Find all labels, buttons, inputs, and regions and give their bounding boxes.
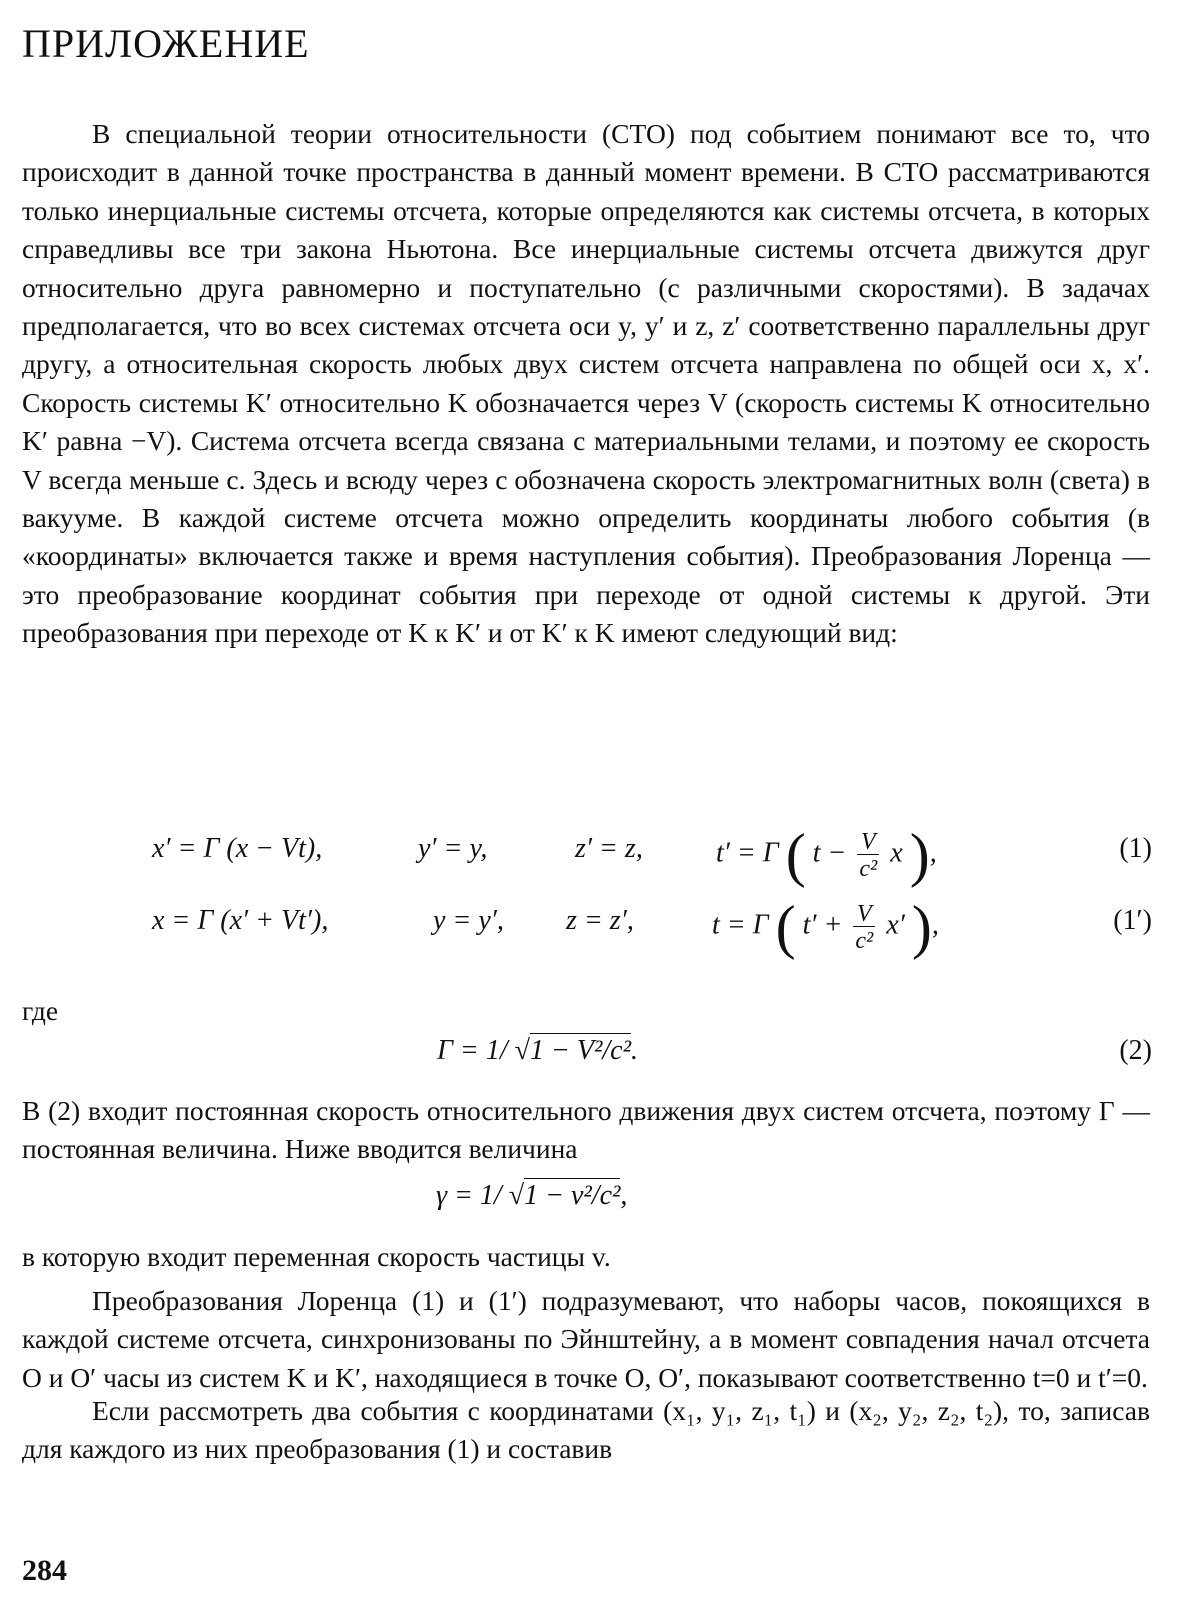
eq3-number: (2) bbox=[1119, 1035, 1152, 1066]
eq1-t-term bbox=[716, 822, 937, 888]
eq2-close-paren: ) bbox=[911, 894, 932, 960]
eq1-trail: , bbox=[929, 837, 937, 869]
eq2-trail: , bbox=[931, 909, 939, 941]
eq2-y-term: y = y′, bbox=[433, 905, 504, 936]
eq1-y-term: y′ = y, bbox=[418, 833, 488, 864]
eq1-t-inner: t − bbox=[812, 837, 847, 869]
eq1-z-term: z′ = z, bbox=[575, 833, 643, 864]
eq2-t-inner: t′ + bbox=[802, 909, 843, 941]
paragraph-synchronization: Преобразования Лоренца (1) и (1′) подразумевают, что наборы часов, покоящихся в каждой системе отсчета, синхронизованы по Эйнштейну, а в момент совпадения начал отсчета O и O′ часы из систем K и K′, находящиеся в точке O, O′, показывают соответственно t=0 и t′=0. bbox=[22, 1285, 1150, 1393]
eq3-sqrt-sign: √ bbox=[514, 1035, 530, 1066]
eq3-radicand: 1 − V²/c² bbox=[529, 1035, 631, 1066]
equation-gamma-particle bbox=[0, 1180, 1200, 1220]
eq2-z-term: z = z′, bbox=[566, 905, 634, 936]
eq4-left: γ = 1/ bbox=[436, 1180, 502, 1211]
eq2-x-term: x = Γ (x′ + Vt′), bbox=[152, 905, 329, 936]
eq2-number: (1′) bbox=[1113, 905, 1152, 936]
eq2-fraction bbox=[853, 902, 875, 953]
eq1-frac-numerator: V bbox=[861, 828, 876, 855]
eq3-trail: . bbox=[630, 1035, 638, 1066]
eq1-close-paren: ) bbox=[909, 822, 930, 888]
eq2-t-left: t = Γ bbox=[712, 909, 769, 941]
eq3-left: Γ = 1/ bbox=[437, 1035, 508, 1066]
equation-gamma-constant bbox=[0, 1035, 1200, 1075]
eq1-t-left: t′ = Γ bbox=[716, 837, 779, 869]
paragraph-intro: В специальной теории относительности (СТО) под событием понимают все то, что происходит в данной точке пространства в данный момент времени. В СТО рассматриваются только инерциальные системы отсчета, которые определяются как системы отсчета, в которых справедливы все три закона Ньютона. Все инерциальные системы отсчета движутся друг относительно друга равномерно и поступательно (с различными скоростями). В задачах предполагается, что во всех системах отсчета оси y, y′ и z, z′ соответственно параллельны друг другу, а относительная скорость любых двух систем отсчета направлена по общей оси x, x′. Скорость системы K′ относительно K обозначается через V (скорость системы K относительно K′ равна −V). Система отсчета всегда связана с материальными телами, и поэтому ее скорость V всегда меньше c. Здесь и всюду через c обозначена скорость электромагнитных волн (света) в вакууме. В каждой системе отсчета можно определить координаты любого события (в «координаты» включается также и время наступления события). Преобразования Лоренца — это преобразование координат события при переходе от одной системы к другой. Эти преобразования при переходе от K к K′ и от K′ к K имеют следующий вид: bbox=[22, 118, 1150, 649]
eq1-open-paren: ( bbox=[785, 822, 806, 888]
paragraph-two-events: Если рассмотреть два события с координатами (x₁, y₁, z₁, t₁) и (x₂, y₂, z₂, t₂), то, записав для каждого из них преобразования (1) и составив bbox=[22, 1395, 1150, 1465]
eq3-body bbox=[437, 1035, 638, 1067]
eq4-sqrt-sign: √ bbox=[508, 1180, 525, 1211]
eq1-x-term: x′ = Γ (x − Vt), bbox=[152, 833, 323, 864]
eq4-radicand: 1 − v²/c² bbox=[524, 1180, 621, 1211]
eq1-fraction bbox=[857, 830, 879, 881]
eq2-t-term bbox=[712, 894, 939, 960]
eq4-body bbox=[436, 1180, 627, 1212]
paragraph-gamma-note: В (2) входит постоянная скорость относительного движения двух систем отсчета, поэтому Γ — постоянная величина. Ниже вводится величина bbox=[22, 1095, 1150, 1165]
appendix-heading: ПРИЛОЖЕНИЕ bbox=[22, 21, 310, 66]
eq4-trail: , bbox=[620, 1180, 628, 1211]
eq2-frac-denominator: c² bbox=[855, 927, 874, 954]
paragraph-particle-speed: в которую входит переменная скорость частицы v. bbox=[22, 1241, 611, 1272]
word-where: где bbox=[22, 995, 59, 1026]
eq1-frac-denominator: c² bbox=[859, 855, 878, 882]
eq1-number: (1) bbox=[1119, 833, 1152, 864]
eq2-open-paren: ( bbox=[775, 894, 796, 960]
eq2-t-x: x′ bbox=[886, 909, 905, 941]
page-number: 284 bbox=[22, 1554, 67, 1587]
eq2-frac-numerator: V bbox=[857, 900, 872, 927]
equation-lorentz-inverse bbox=[0, 894, 1200, 961]
eq1-t-x: x bbox=[890, 837, 903, 869]
equation-lorentz-forward bbox=[0, 822, 1200, 889]
